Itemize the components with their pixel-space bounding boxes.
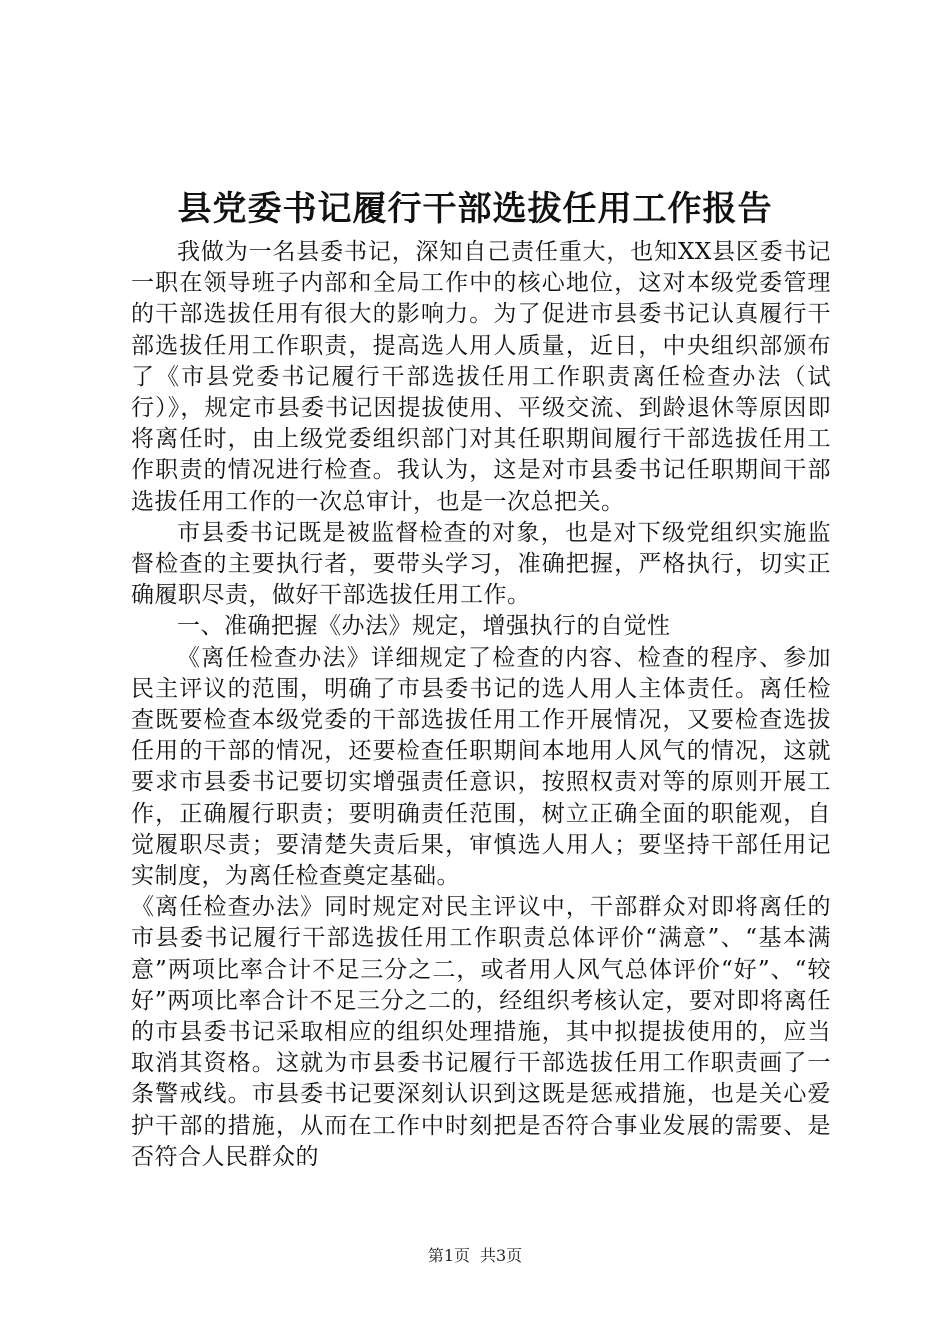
section-paragraph: 《离任检查办法》详细规定了检查的内容、检查的程序、参加民主评议的范围，明确了市县委书记的选人用人主体责任。离任检查既要检查本级党委的干部选拔任用工作开展情况，又要检查选拔任用的干部的情况，还要检查任职期间本地用人风气的情况，这就要求市县委书记要切实增强责任意识，按照权责对等的原则开展工作，正确履行职责；要明确责任范围，树立正确全面的职能观，自觉履职尽责；要清楚失责后果，审慎选人用人；要坚持干部任用记实制度，为离任检查奠定基础。 <box>131 644 831 890</box>
page-number: 第1页 <box>427 1246 470 1265</box>
section-heading: 一、准确把握《办法》规定，增强执行的自觉性 <box>177 613 671 640</box>
paragraph-supervision: 市县委书记既是被监督检查的对象，也是对下级党组织实施监督检查的主要执行者，要带头学习，准确把握，严格执行，切实正确履职尽责，做好干部选拔任用工作。 <box>131 519 831 609</box>
page-total: 共3页 <box>480 1246 523 1265</box>
document-body <box>131 237 831 1173</box>
paragraph-intro: 我做为一名县委书记，深知自己责任重大，也知XX县区委书记一职在领导班子内部和全局工作中的核心地位，这对本级党委管理的干部选拔任用有很大的影响力。为了促进市县委书记认真履行干部选拔任用工作职责，提高选人用人质量，近日，中央组织部颁布了《市县党委书记履行干部选拔任用工作职责离任检查办法（试行）》，规定市县委书记因提拔使用、平级交流、到龄退休等原因即将离任时，由上级党委组织部门对其任职期间履行干部选拔任用工作职责的情况进行检查。我认为，这是对市县委书记任职期间干部选拔任用工作的一次总审计，也是一次总把关。 <box>131 239 831 515</box>
page-footer <box>0 1245 950 1267</box>
document-title: 县党委书记履行干部选拔任用工作报告 <box>177 189 773 229</box>
section-paragraph-continued: 《离任检查办法》同时规定对民主评议中，干部群众对即将离任的市县委书记履行干部选拔任用工作职责总体评价“满意”、“基本满意”两项比率合计不足三分之二，或者用人风气总体评价“好”、“较好”两项比率合计不足三分之二的，经组织考核认定，要对即将离任的市县委书记采取相应的组织处理措施，其中拟提拔使用的，应当取消其资格。这就为市县委书记履行干部选拔任用工作职责画了一条警戒线。市县委书记要深刻认识到这既是惩戒措施，也是关心爱护干部的措施，从而在工作中时刻把是否符合事业发展的需要、是否符合人民群众的 <box>131 894 831 1170</box>
